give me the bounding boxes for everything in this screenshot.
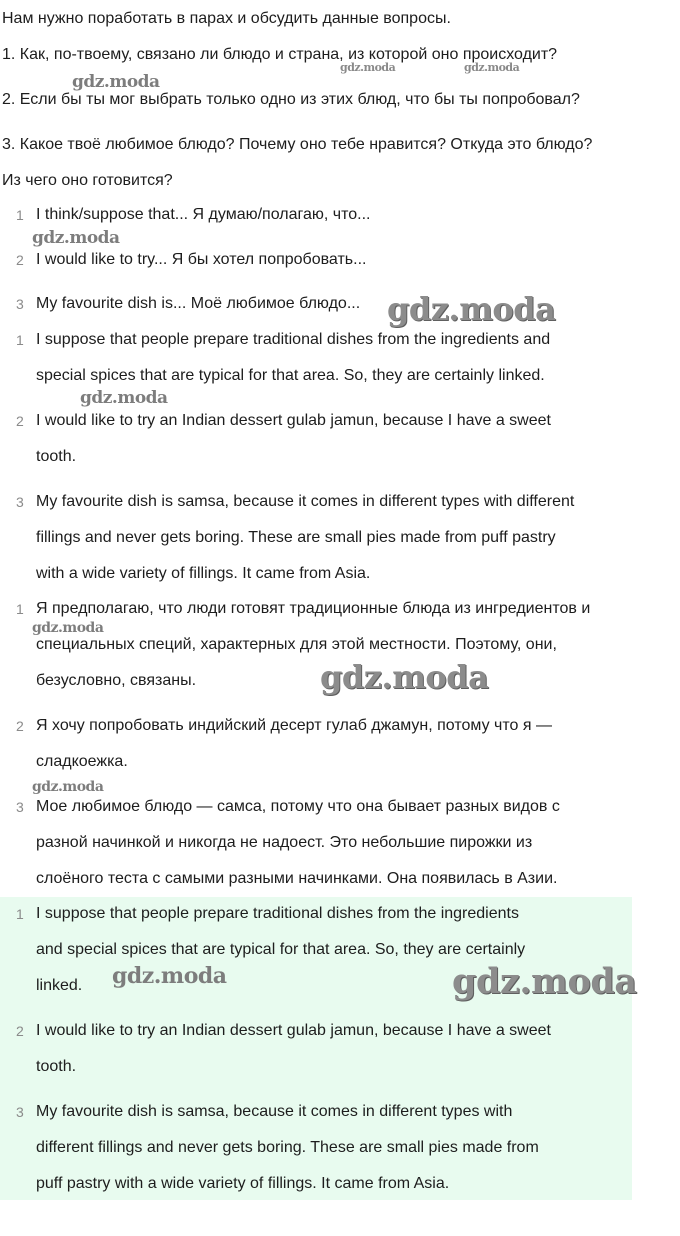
- item-number: 3: [16, 494, 24, 510]
- watermark: gdz.moda: [320, 658, 489, 696]
- text-line: Мое любимое блюдо — самса, потому что она бывает разных видов с: [36, 798, 560, 815]
- item-text: [36, 403, 676, 475]
- watermark: gdz.moda: [72, 72, 160, 92]
- item-text: My favourite dish is... Моё любимое блюдо...: [36, 295, 361, 312]
- text-line: My favourite dish is samsa, because it comes in different types with different: [36, 493, 575, 510]
- text-line: linked.: [36, 977, 83, 994]
- question-3-continued: Из чего оно готовится?: [2, 172, 173, 189]
- watermark: gdz.moda: [32, 228, 120, 248]
- text-line: I would like to try an Indian dessert gulab jamun, because I have a sweet: [36, 1022, 551, 1039]
- item-number: 3: [16, 799, 24, 815]
- text-line: специальных специй, характерных для этой местности. Поэтому, они,: [36, 636, 557, 653]
- text-line: with a wide variety of fillings. It came from Asia.: [36, 565, 371, 582]
- item-number: 2: [16, 413, 24, 429]
- item-text: [36, 322, 676, 394]
- item-number: 1: [16, 332, 24, 348]
- text-line: Я хочу попробовать индийский десерт гулаб джамун, потому что я —: [36, 717, 552, 734]
- item-number: 1: [16, 906, 24, 922]
- item-text: [36, 789, 676, 897]
- item-text: [36, 1013, 676, 1085]
- item-text: I think/suppose that... Я думаю/полагаю, что...: [36, 206, 371, 223]
- watermark: gdz.moda: [112, 963, 227, 989]
- text-line: My favourite dish is samsa, because it comes in different types with: [36, 1103, 513, 1120]
- question-3: 3. Какое твоё любимое блюдо? Почему оно тебе нравится? Откуда это блюдо?: [2, 136, 593, 153]
- watermark: gdz.moda: [32, 620, 104, 636]
- question-2: 2. Если бы ты мог выбрать только одно из этих блюд, что бы ты попробовал?: [2, 91, 580, 108]
- text-line: puff pastry with a wide variety of fillings. It came from Asia.: [36, 1175, 450, 1192]
- text-line: fillings and never gets boring. These are small pies made from puff pastry: [36, 529, 556, 546]
- text-line: and special spices that are typical for that area. So, they are certainly: [36, 941, 526, 958]
- task-instruction: Нам нужно поработать в парах и обсудить данные вопросы.: [2, 10, 451, 27]
- text-line: безусловно, связаны.: [36, 672, 197, 689]
- item-number: 2: [16, 252, 24, 268]
- item-number: 1: [16, 207, 24, 223]
- item-text: [36, 1094, 676, 1202]
- item-text: [36, 708, 676, 780]
- text-line: special spices that are typical for that area. So, they are certainly linked.: [36, 367, 545, 384]
- text-line: слоёного теста с самыми разными начинками. Она появилась в Азии.: [36, 870, 558, 887]
- text-line: Я предполагаю, что люди готовят традиционные блюда из ингредиентов и: [36, 600, 591, 617]
- item-number: 3: [16, 1104, 24, 1120]
- text-line: I suppose that people prepare traditional dishes from the ingredients: [36, 905, 519, 922]
- watermark: gdz.moda: [387, 290, 556, 328]
- watermark: gdz.moda: [464, 61, 520, 74]
- watermark: gdz.moda: [32, 779, 104, 795]
- text-line: I would like to try an Indian dessert gulab jamun, because I have a sweet: [36, 412, 551, 429]
- text-line: I suppose that people prepare traditional dishes from the ingredients and: [36, 331, 551, 348]
- item-number: 2: [16, 718, 24, 734]
- item-number: 2: [16, 1023, 24, 1039]
- item-number: 3: [16, 296, 24, 312]
- text-line: tooth.: [36, 1058, 77, 1075]
- item-text: [36, 484, 676, 592]
- watermark: gdz.moda: [452, 961, 637, 1002]
- question-1: 1. Как, по-твоему, связано ли блюдо и страна, из которой оно происходит?: [2, 46, 558, 63]
- text-line: tooth.: [36, 448, 77, 465]
- item-text: I would like to try... Я бы хотел попробовать...: [36, 251, 367, 268]
- item-number: 1: [16, 601, 24, 617]
- text-line: сладкоежка.: [36, 753, 128, 770]
- text-line: разной начинкой и никогда не надоест. Это небольшие пирожки из: [36, 834, 533, 851]
- text-line: different fillings and never gets boring. These are small pies made from: [36, 1139, 539, 1156]
- watermark: gdz.moda: [340, 61, 396, 74]
- watermark: gdz.moda: [80, 388, 168, 408]
